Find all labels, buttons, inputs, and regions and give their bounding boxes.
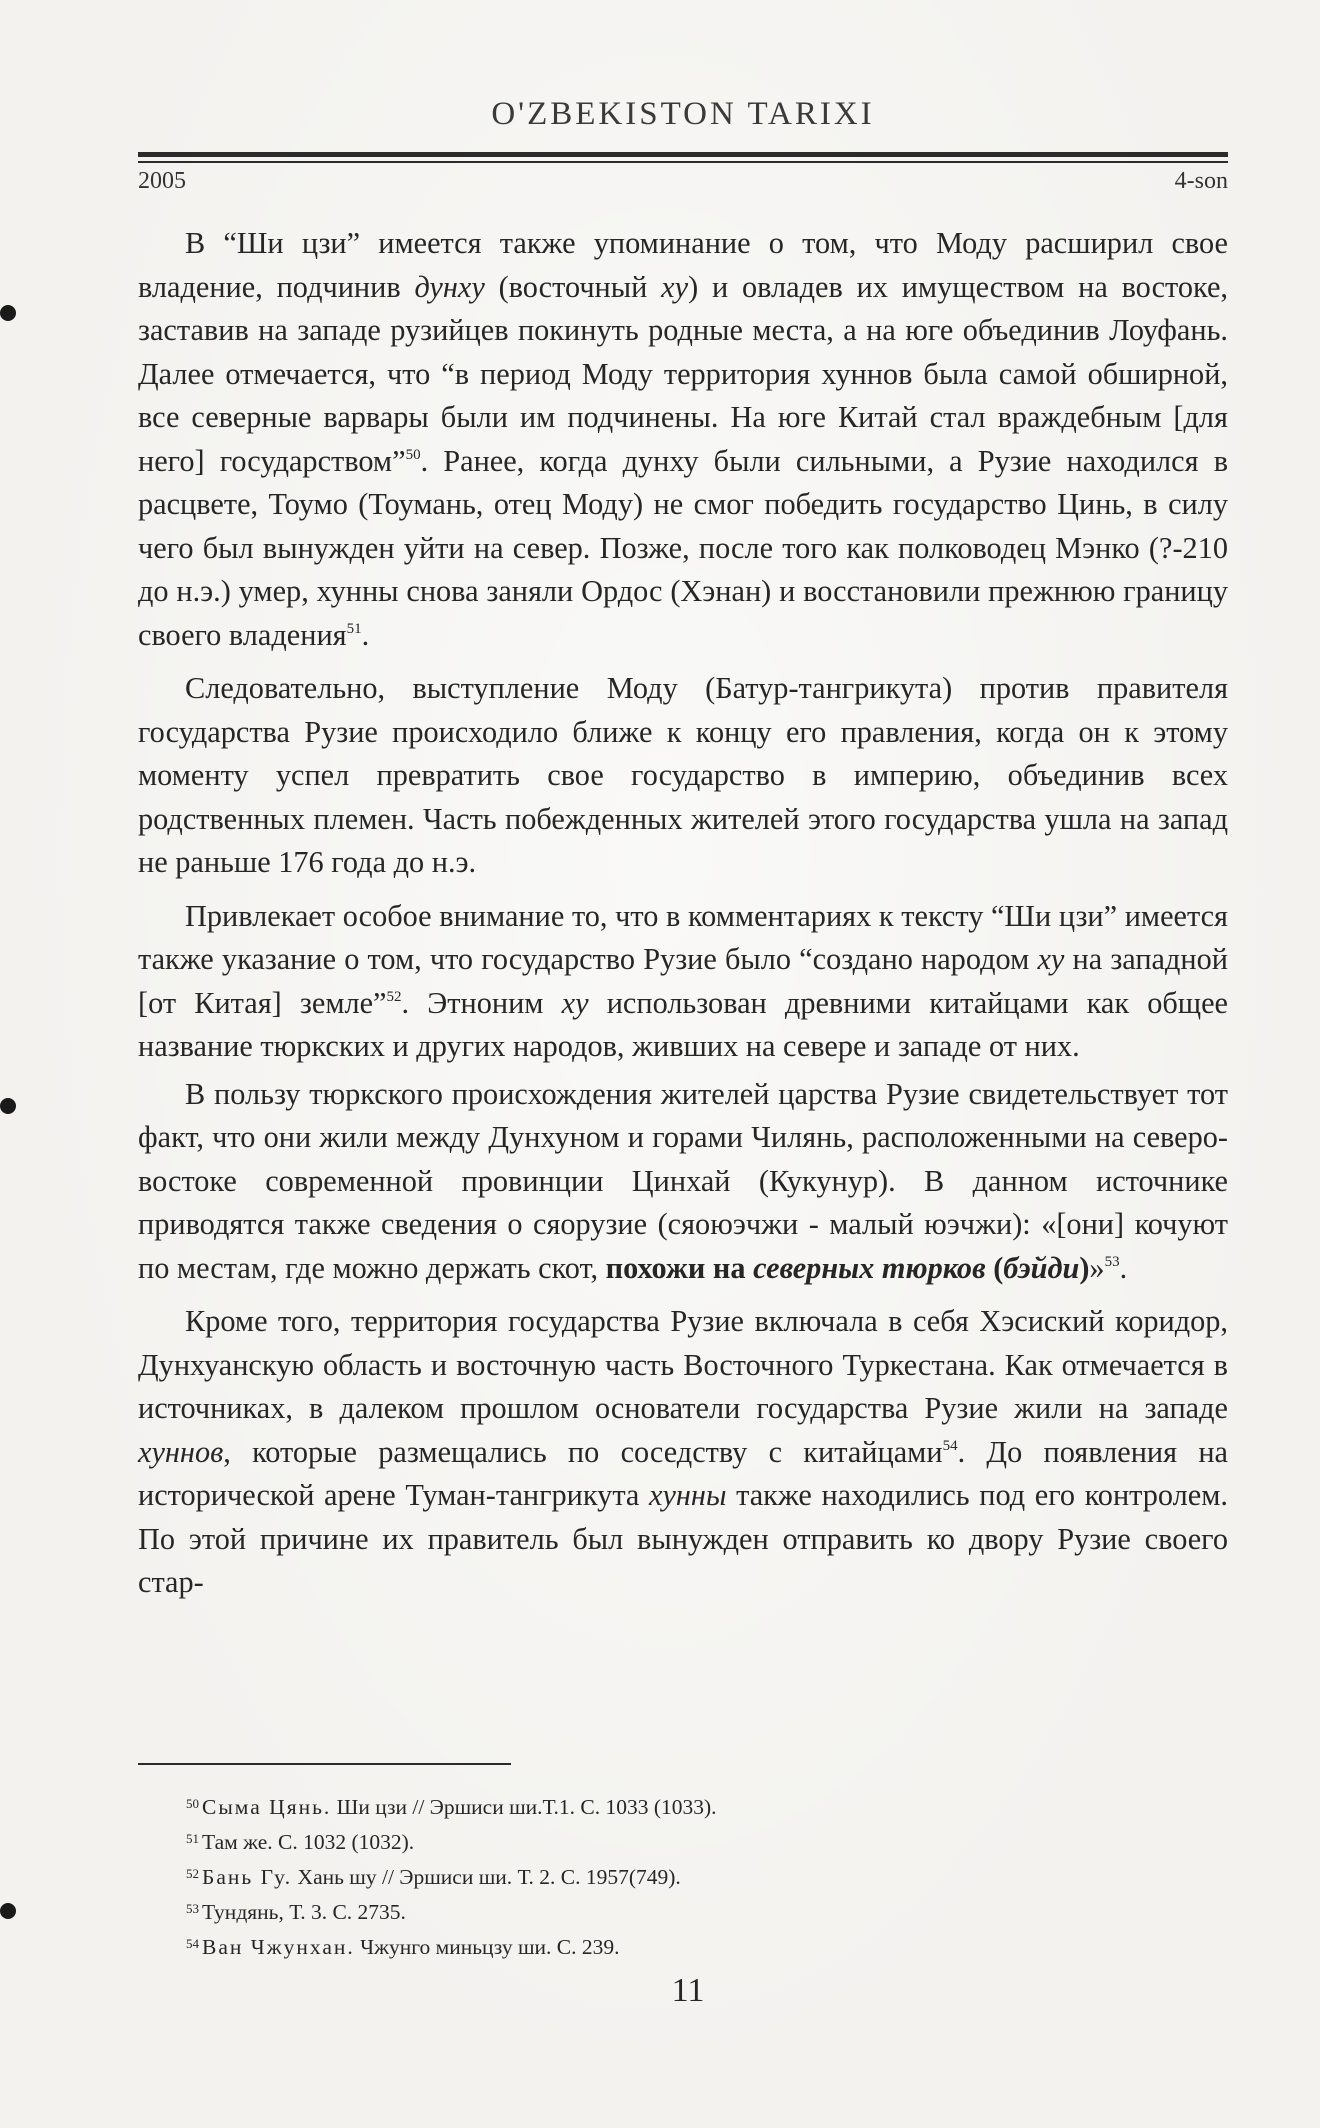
footnote-text: Тундянь, Т. 3. С. 2735.: [202, 1900, 406, 1924]
italic-term: хуннов: [138, 1434, 224, 1469]
footnote-ref: 52: [386, 988, 402, 1005]
bold-text: ): [1079, 1250, 1090, 1285]
text-run: ) и овладев их имуществом на востоке, заставив на западе рузийцев покинуть родные места, а на юге объединив Лоуфань. Далее отмечается, что “в период Моду территория хуннов была самой обширной, все северные варвары были им подчинены. На юге Китай стал враждебным [для него] государством”: [138, 269, 1228, 478]
footnote: [186, 1788, 717, 1823]
text-run: использован древними китайцами как общее название тюркских и других народов, живших на севере и западе от них.: [138, 985, 1228, 1063]
paragraph-2: [138, 667, 1228, 885]
journal-title: O'ZBEKISTON TARIXI: [491, 96, 875, 132]
footnote-text: Хань шу // Эршиси ши. Т. 2. С. 1957(749).: [292, 1865, 681, 1889]
header-rule-thick: [138, 152, 1228, 157]
punch-hole-mark: [0, 1903, 16, 1919]
punch-hole-mark: [0, 1098, 16, 1114]
paragraph-5: [138, 1300, 1228, 1605]
footnote: [186, 1893, 717, 1928]
text-run: В “Ши цзи” имеется также упоминание о том, что Моду расширил свое владение, подчинив: [138, 226, 1228, 304]
text-run: , которые размещались по соседству с китайцами: [223, 1434, 943, 1469]
footnote-text: Чжунго миньцзу ши. С. 239.: [354, 1935, 620, 1959]
paragraph-4: [138, 1073, 1228, 1291]
text-run: на западной [от Китая] земле”: [138, 942, 1228, 1020]
bold-italic-term: северных тюрков: [753, 1250, 986, 1285]
header-rule-thin: [138, 161, 1228, 163]
issue-number: 4-son: [1174, 168, 1228, 194]
text-run: »: [1089, 1250, 1105, 1285]
italic-term: ху: [561, 985, 589, 1020]
footnote-ref: 51: [346, 620, 362, 637]
footnote-number: 52: [186, 1866, 199, 1881]
text-run: . Ранее, когда дунху были сильными, а Рузие находился в расцвете, Тоумо (Тоумань, отец Моду) не смог победить государство Цинь, в силу чего был вынужден уйти на север. Позже, после того как полководец Мэнко (?-210 до н.э.) умер, хунны снова заняли Ордос (Хэнан) и восстановили прежнюю границу своего владения: [138, 443, 1229, 652]
bold-text: (: [985, 1250, 1004, 1285]
text-run: .: [361, 617, 370, 652]
footnote-text: Ши цзи // Эршиси ши.Т.1. С. 1033 (1033).: [331, 1795, 717, 1819]
bold-italic-term: бэйди: [1003, 1250, 1080, 1285]
italic-term: хунны: [649, 1478, 727, 1512]
footnote: [186, 1928, 717, 1963]
footnote-text: Там же. С. 1032 (1032).: [202, 1830, 415, 1854]
footnote-number: 51: [186, 1831, 199, 1846]
footnote-number: 54: [186, 1936, 199, 1951]
footnote-author: Бань Гу.: [202, 1865, 293, 1889]
footnote-author: Ван Чжунхан.: [202, 1935, 355, 1959]
footnote-number: 53: [186, 1901, 199, 1916]
footnote-separator: [138, 1763, 511, 1765]
text-run: . Этноним: [401, 985, 562, 1020]
text-run: . До появления на исторической арене Туман-тангрикута: [138, 1434, 1228, 1512]
issue-year: 2005: [138, 168, 186, 194]
footnote-ref: 50: [405, 446, 421, 463]
article-body: [138, 222, 1228, 1607]
footnote-ref: 54: [942, 1437, 958, 1454]
text-run: Следовательно, выступление Моду (Батур-тангрикута) против правителя государства Рузие происходило ближе к концу его правления, когда он к этому моменту успел превратить свое государство в империю, объединив всех родственных племен. Часть побежденных жителей этого государства ушла на запад не раньше 176 года до н.э.: [138, 671, 1228, 879]
bold-text: похожи на: [605, 1250, 754, 1285]
italic-term: ху: [661, 269, 689, 304]
text-run: Кроме того, территория государства Рузие включала в себя Хэсиский коридор, Дунхуанскую область и восточную часть Восточного Туркестана. Как отмечается в источниках, в далеком прошлом основатели государства Рузие жили на западе: [138, 1304, 1228, 1425]
paragraph-3: [138, 895, 1228, 1069]
page-number: 11: [671, 1972, 705, 2009]
footnote-ref: 53: [1104, 1253, 1120, 1270]
punch-hole-mark: [0, 305, 16, 321]
text-run: В пользу тюркского происхождения жителей царства Рузие свидетельствует тот факт, что они жили между Дунхуном и горами Чилянь, расположенными на северо-востоке современной провинции Цинхай (Кукунур). В данном источнике приводятся также сведения о сяорузие (сяоюэчжи - малый юэчжи): «[они] кочуют по местам, где можно держать скот,: [138, 1076, 1228, 1285]
footnote-author: Сыма Цянь.: [202, 1795, 332, 1819]
paragraph-1: [138, 222, 1228, 657]
italic-term: дунху: [414, 269, 485, 304]
italic-term: ху: [1037, 942, 1065, 976]
text-run: также находились под его контролем. По этой причине их правитель был вынужден отправить ко двору Рузие своего стар-: [138, 1478, 1228, 1599]
footnote: [186, 1823, 717, 1858]
text-run: Привлекает особое внимание то, что в комментариях к тексту “Ши цзи” имеется также указание о том, что государство Рузие было “создано народом: [138, 898, 1228, 976]
footnotes: [186, 1788, 717, 1963]
text-run: .: [1119, 1250, 1128, 1285]
text-run: (восточный: [484, 269, 662, 304]
footnote: [186, 1858, 717, 1893]
footnote-number: 50: [186, 1796, 199, 1811]
